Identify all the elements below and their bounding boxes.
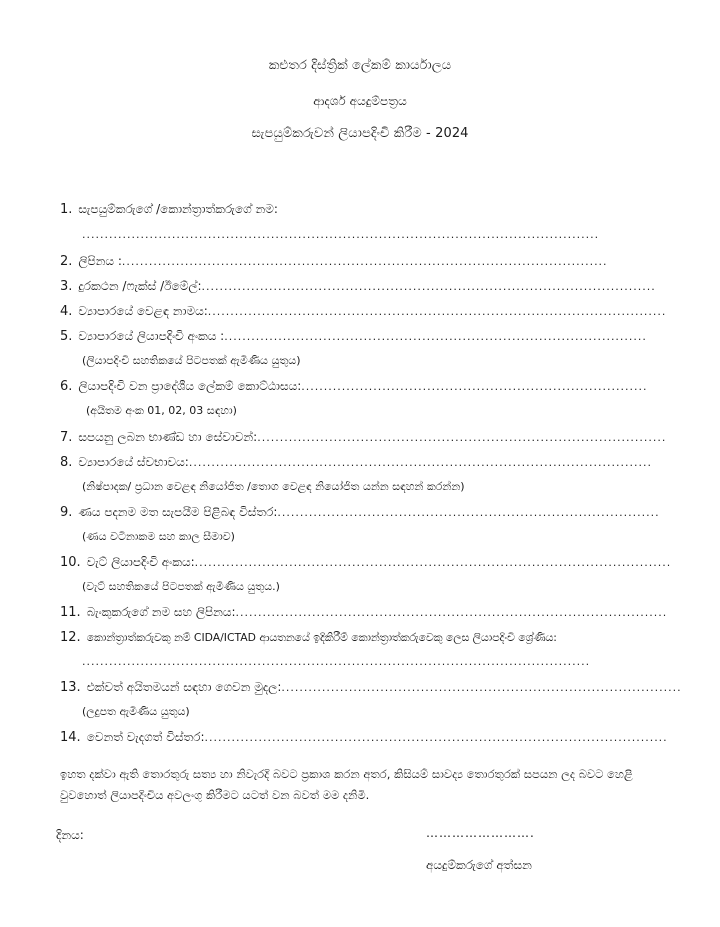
trade-name-dotted-line[interactable]: ......................................................................................................	[207, 305, 667, 318]
field-credit-details	[60, 505, 660, 520]
nature-dotted-line[interactable]: .......................................................................................................	[188, 456, 652, 469]
field-address	[60, 254, 608, 269]
field-trade-name	[60, 304, 666, 319]
address-dotted-line[interactable]: ............................................................................................................	[121, 255, 608, 268]
field-label: කොන්ත්‍රාත්කරුවකු නම් CIDA/ICTAD ආයතනයේ ඉදිකිරීම් කොන්ත්‍රාත්කරුවෙකු ලෙස ලියාපදිංචි ශ්‍රේණිය:	[86, 631, 557, 644]
nature-note: (නිෂ්පාදක/ ප්‍රධාන වෙළඳ නියෝජිත /තොග වෙළඳ නියෝජිත යන්න සඳහන් කරන්න)	[82, 480, 465, 493]
field-other-details	[60, 730, 668, 745]
field-label: ව්‍යාපාරයේ වෙළඳ නාමය:	[78, 304, 208, 318]
goods-dotted-line[interactable]: ...........................................................................................	[257, 431, 667, 444]
credit-dotted-line[interactable]: .....................................................................................	[277, 506, 660, 519]
form-type-title: ආදර්ශ අයදුම්පත්‍රය	[313, 94, 407, 108]
item-number: 11.	[60, 605, 81, 620]
banker-dotted-line[interactable]: ................................................................................................	[235, 606, 668, 619]
office-title: කළුතර දිස්ත්‍රික් ලේකම් කාර්යාලය	[268, 58, 452, 73]
cida-dotted-line[interactable]: .................................................................................................................	[82, 655, 591, 668]
payment-dotted-line[interactable]: .........................................................................................	[281, 681, 682, 694]
date-label: දිනය:	[56, 828, 84, 842]
divisional-note: (අයිතම අංක 01, 02, 03 සඳහා)	[86, 404, 237, 417]
vat-dotted-line[interactable]: ..........................................................................................................	[194, 556, 672, 569]
contact-dotted-line[interactable]: .....................................................................................................	[201, 280, 656, 293]
field-label: ව්‍යාපාරයේ ස්වභාවය:	[78, 455, 189, 469]
field-label: එක්වත් අයිතමයන් සඳහා ගෙවන මුදල:	[86, 680, 282, 694]
field-vat-number	[60, 555, 671, 570]
field-contact	[60, 279, 656, 294]
item-number: 13.	[60, 680, 81, 695]
registration-dotted-line[interactable]: ..............................................................................................	[224, 330, 647, 343]
item-number: 14.	[60, 730, 81, 745]
item-number: 2.	[60, 254, 73, 269]
field-registration-number	[60, 329, 647, 344]
form-main-title: සැපයුම්කරුවන් ලියාපදිංචි කිරීම - 2024	[251, 126, 469, 141]
item-number: 9.	[60, 505, 73, 520]
field-label: වෙනත් වැදගත් විස්තර:	[86, 730, 205, 744]
item-number: 12.	[60, 630, 81, 645]
divisional-dotted-line[interactable]: .............................................................................	[301, 380, 648, 393]
declaration-text: ඉහත දක්වා ඇති තොරතුරු සත්‍ය හා නිවැරදි බවට ප්‍රකාශ කරන අතර, කිසියම් සාවද්‍ය තොරතුරක් සපයන ලද බවට හෙළි වුවහොත් ලියාපදිංචිය අවලංගු කිරීමට යටත් වන බවත් මම දනිමි.	[60, 767, 633, 802]
item-number: 6.	[60, 379, 73, 394]
vat-note: (වැට් සහතිකයේ පිටපතක් ඇමිණිය යුතුය.)	[82, 580, 280, 593]
item-number: 4.	[60, 304, 73, 319]
field-supplier-name	[60, 202, 278, 217]
item-number: 3.	[60, 279, 73, 294]
field-label: ලියාපදිංචි වන ප්‍රාදේශීය ලේකම් කොට්ඨාසය:	[78, 379, 302, 393]
field-goods-services	[60, 430, 666, 445]
field-payment	[60, 680, 682, 695]
field-business-nature	[60, 455, 652, 470]
credit-note: (ණය වටිනාකම සහ කාල සීමාව)	[82, 530, 235, 543]
item-number: 7.	[60, 430, 73, 445]
field-label: වැට් ලියාපදිංචි අංකය:	[86, 555, 195, 569]
other-dotted-line[interactable]: .......................................................................................................	[204, 731, 668, 744]
field-label: සපයනු ලබන භාණ්ඩ හා සේවාවන්:	[78, 430, 258, 444]
field-label: දුරකථන /ෆැක්ස් /ඊමේල්:	[78, 279, 202, 293]
field-banker	[60, 605, 667, 620]
item-number: 10.	[60, 555, 81, 570]
field-label: බැංකුකරුගේ නම සහ ලිපිනය:	[86, 605, 236, 619]
field-cida-grade	[60, 630, 557, 645]
item-number: 5.	[60, 329, 73, 344]
item-number: 1.	[60, 202, 73, 217]
registration-note: (ලියාපදිංචි සහතිකයේ පිටපතක් ඇමිණිය යුතුය)	[82, 354, 301, 367]
field-label: ලිපිනය :	[78, 254, 122, 268]
field-label: ණය පදනම මත සැපයීම පිළිබඳ විස්තර:	[78, 505, 278, 519]
applicant-signature-label: අයදුම්කරුගේ අත්සන	[426, 858, 532, 872]
item-number: 8.	[60, 455, 73, 470]
signature-dotted-line[interactable]: …………………….	[426, 826, 535, 840]
payment-note: (ලදුපත ඇමිණිය යුතුය)	[82, 705, 190, 718]
field-label: ව්‍යාපාරයේ ලියාපදිංචි අංකය :	[78, 329, 225, 343]
field-label: සැපයුම්කරුගේ /කොන්ත්‍රාත්කරුගේ නම:	[78, 202, 278, 216]
supplier-name-dotted-line[interactable]: ...................................................................................................................	[82, 228, 600, 241]
field-divisional-secretariat	[60, 379, 648, 394]
